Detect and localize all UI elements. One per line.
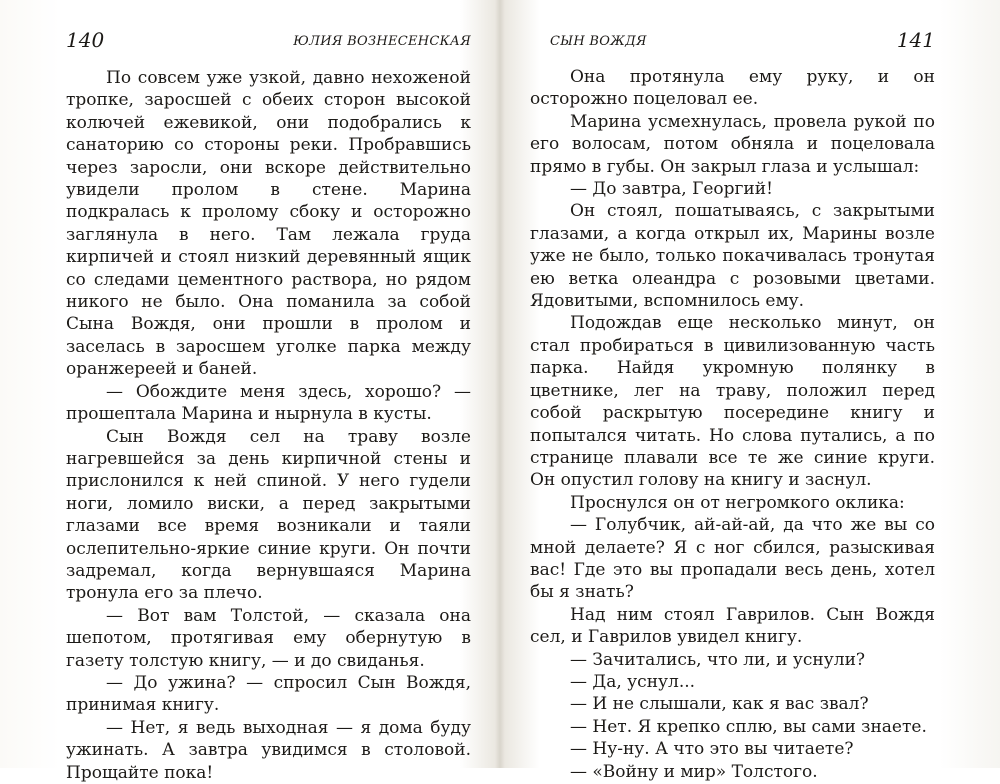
paragraph: — «Войну и мир» Толстого. xyxy=(570,761,818,782)
paragraph: Она протянула ему руку, и он осторожно поцеловал ее. xyxy=(530,67,935,110)
paragraph: — Вот вам Толстой, — сказала она шепотом, протягивая ему обернутую в газету толстую книгу, — и до свиданья. xyxy=(66,605,471,671)
paragraph: — Обождите меня здесь, хорошо? — прошептала Марина и нырнула в кусты. xyxy=(66,381,471,425)
paragraph: — Нет, я ведь выходная — я дома буду ужинать. А завтра увидимся в столовой. Прощайте пока! xyxy=(66,717,471,783)
left-page xyxy=(66,28,471,783)
right-running-title: СЫН ВОЖДЯ xyxy=(550,34,647,49)
paragraph: — И не слышали, как я вас звал? xyxy=(570,694,869,715)
paragraph: По совсем уже узкой, давно нехоженой тропке, заросшей с обеих сторон высокой колючей ежевикой, они подобрались к санаторию со стороны реки. Пробравшись через заросли, они вскоре действительно увидели пролом в стене. Марина подкралась к пролому сбоку и осторожно заглянула в него. Там лежала груда кирпичей и стоял низкий деревянный ящик со следами цементного раствора, но рядом никого не было. Она поманила за собой Сына Вождя, они прошли в пролом и заселась в заросшем уголке парка между оранжереей и баней. xyxy=(66,68,471,380)
paragraph: — Голубчик, ай-ай-ай, да что же вы со мной делаете? Я с ног сбился, разыскивая вас! Где это вы пропадали весь день, хотел бы я знать? xyxy=(530,515,935,603)
paragraph: — Зачитались, что ли, и уснули? xyxy=(570,649,866,670)
left-running-title: ЮЛИЯ ВОЗНЕСЕНСКАЯ xyxy=(293,34,471,49)
right-page-number: 141 xyxy=(896,28,935,52)
paragraph: Сын Вождя сел на траву возле нагревшейся за день кирпичной стены и прислонился к ней спиной. У него гудели ноги, ломило виски, а перед закрытыми глазами все время возникали и таяли ослепительно-яркие синие круги. Он почти задремал, когда вернувшаяся Марина тронула его за плечо. xyxy=(66,426,471,604)
paragraph: Подождав еще несколько минут, он стал пробираться в цивилизованную часть парка. Найдя укромную полянку в цветнике, лег на траву, положил перед собой раскрытую посередине книгу и попытался читать. Но слова путались, а по странице плавали все те же синие круги. Он опустил голову на книгу и заснул. xyxy=(530,313,935,491)
paragraph: — Да, уснул... xyxy=(570,671,696,692)
right-page xyxy=(530,28,935,782)
paragraph: Марина усмехнулась, провела рукой по его волосам, потом обняла и поцеловала прямо в губы. Он закрыл глаза и услышал: xyxy=(530,111,935,177)
paragraph: — Ну-ну. А что это вы читаете? xyxy=(570,739,854,760)
right-running-head xyxy=(530,28,935,58)
left-page-number: 140 xyxy=(66,28,105,52)
paragraph: — До ужина? — спросил Сын Вождя, принимая книгу. xyxy=(66,672,471,716)
paragraph: — Нет. Я крепко сплю, вы сами знаете. xyxy=(570,716,927,737)
paragraph: Над ним стоял Гаврилов. Сын Вождя сел, и Гаврилов увидел книгу. xyxy=(530,604,935,648)
paragraph: — До завтра, Георгий! xyxy=(570,179,773,200)
left-running-head xyxy=(66,28,471,58)
right-page-text xyxy=(530,66,935,783)
paragraph: Проснулся он от негромкого оклика: xyxy=(570,492,905,513)
paragraph: Он стоял, пошатываясь, с закрытыми глазами, а когда открыл их, Марины возле уже не было, только покачивалась тронутая ею ветка олеандра с розовыми цветами. Ядовитыми, вспомнилось ему. xyxy=(530,201,935,312)
left-page-text xyxy=(66,67,471,784)
